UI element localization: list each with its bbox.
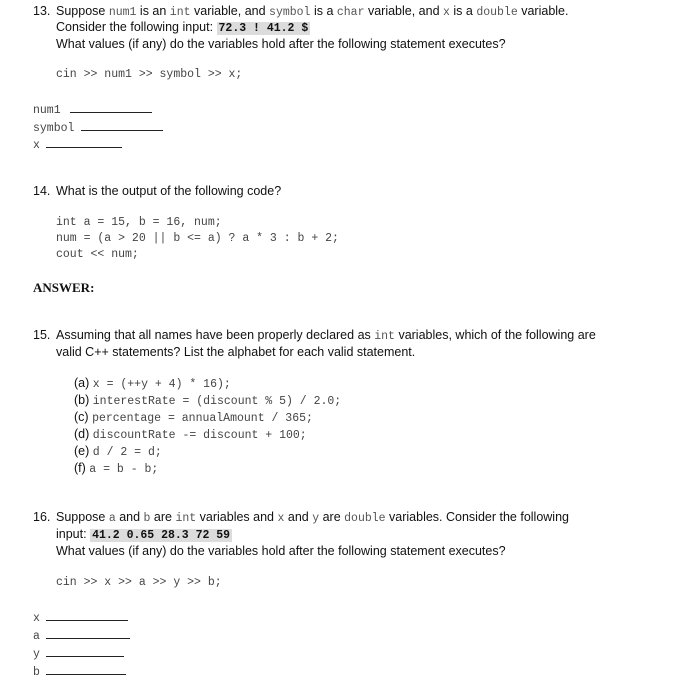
q16-code-token: int	[175, 512, 197, 525]
answer-label: symbol	[33, 122, 75, 135]
q16-text: variables. Consider the following	[385, 510, 569, 524]
item-letter: (b)	[74, 393, 90, 407]
q15-code-token: int	[374, 330, 395, 343]
q13-answer-symbol	[33, 120, 163, 135]
q16-text: and	[284, 510, 313, 524]
q16-text: and	[115, 510, 144, 524]
answer-blank	[46, 628, 130, 639]
q15-item-d	[74, 427, 307, 442]
q13-line2	[56, 20, 310, 35]
item-letter: (d)	[74, 427, 90, 441]
q15-item-f	[74, 461, 158, 476]
q13-text: is a	[310, 4, 337, 18]
q13-text: is a	[449, 4, 477, 18]
answer-blank	[46, 610, 128, 621]
item-code: a = b - b;	[89, 463, 159, 476]
q16-code-token: y	[312, 512, 320, 525]
q13-text: variable, and	[364, 4, 444, 18]
q16-text: variables and	[196, 510, 278, 524]
q13-number: 13.	[33, 4, 51, 18]
q14-code-line: num = (a > 20 || b <= a) ? a * 3 : b + 2;	[56, 232, 339, 245]
item-code: x = (++y + 4) * 16);	[92, 378, 231, 391]
q14-code-line: int a = 15, b = 16, num;	[56, 216, 222, 229]
q16-input-value: 41.2 0.65 28.3 72 59	[92, 529, 231, 542]
q16-code-token: b	[143, 512, 151, 525]
q14-code-line: cout << num;	[56, 248, 139, 261]
q15-line1	[56, 328, 596, 343]
answer-label: a	[33, 630, 40, 643]
q13-text: Suppose	[56, 4, 109, 18]
q13-code-token: x	[443, 6, 450, 19]
item-code: percentage = annualAmount / 365;	[92, 412, 313, 425]
item-code: discountRate -= discount + 100;	[92, 429, 307, 442]
answer-blank	[70, 102, 152, 113]
q14-number: 14.	[33, 184, 51, 198]
answer-blank	[46, 137, 122, 148]
q16-answer-y	[33, 646, 124, 661]
q16-text: are	[150, 510, 176, 524]
answer-label: b	[33, 666, 40, 679]
q13-text: variable, and	[190, 4, 270, 18]
q16-code: cin >> x >> a >> y >> b;	[56, 576, 222, 589]
q15-line2: valid C++ statements? List the alphabet for each valid statement.	[56, 345, 416, 359]
q16-line2	[56, 527, 232, 542]
q13-answer-num1	[33, 102, 152, 117]
q13-text: is an	[136, 4, 170, 18]
q15-item-c	[74, 410, 313, 425]
q13-code-token: symbol	[269, 6, 311, 19]
q16-line1	[56, 510, 569, 525]
q16-line3: What values (if any) do the variables hold after the following statement executes?	[56, 544, 506, 558]
answer-blank	[46, 664, 126, 675]
q16-text: are	[319, 510, 345, 524]
item-letter: (f)	[74, 461, 86, 475]
q14-text: What is the output of the following code?	[56, 184, 282, 198]
q13-answer-x	[33, 137, 122, 152]
q13-line1	[56, 4, 568, 19]
answer-blank	[81, 120, 163, 131]
item-letter: (c)	[74, 410, 89, 424]
q13-code-token: num1	[108, 6, 137, 19]
item-letter: (a)	[74, 376, 90, 390]
q13-code-token: char	[336, 6, 365, 19]
q16-text: Suppose	[56, 510, 109, 524]
q13-text: variable.	[517, 4, 569, 18]
q16-number: 16.	[33, 510, 51, 524]
q15-text: Assuming that all names have been properly declared as	[56, 328, 375, 342]
q15-item-a	[74, 376, 231, 391]
answer-blank	[46, 646, 124, 657]
answer-label: x	[33, 612, 40, 625]
q16-code-token: x	[277, 512, 285, 525]
q14-answer-label: ANSWER:	[33, 280, 95, 295]
q16-code-token: a	[108, 512, 116, 525]
q13-code: cin >> num1 >> symbol >> x;	[56, 68, 243, 81]
answer-label: y	[33, 648, 40, 661]
answer-label: num1	[33, 104, 61, 117]
item-code: interestRate = (discount % 5) / 2.0;	[92, 395, 342, 408]
q13-code-token: double	[476, 6, 518, 19]
q13-code-token: int	[169, 6, 191, 19]
q15-item-e	[74, 444, 162, 459]
q16-answer-a	[33, 628, 130, 643]
item-code: d / 2 = d;	[92, 446, 162, 459]
q13-line3: What values (if any) do the variables hold after the following statement executes?	[56, 37, 506, 51]
q15-text: variables, which of the following are	[394, 328, 596, 342]
q16-input-label: input:	[56, 527, 91, 541]
q16-code-token: double	[344, 512, 386, 525]
item-letter: (e)	[74, 444, 90, 458]
q13-input-value: 72.3 ! 41.2 $	[218, 22, 309, 35]
answer-label: x	[33, 139, 40, 152]
q15-number: 15.	[33, 328, 51, 342]
q13-input-label: Consider the following input:	[56, 20, 217, 34]
q16-answer-b	[33, 664, 126, 679]
q15-item-b	[74, 393, 341, 408]
q16-answer-x	[33, 610, 128, 625]
